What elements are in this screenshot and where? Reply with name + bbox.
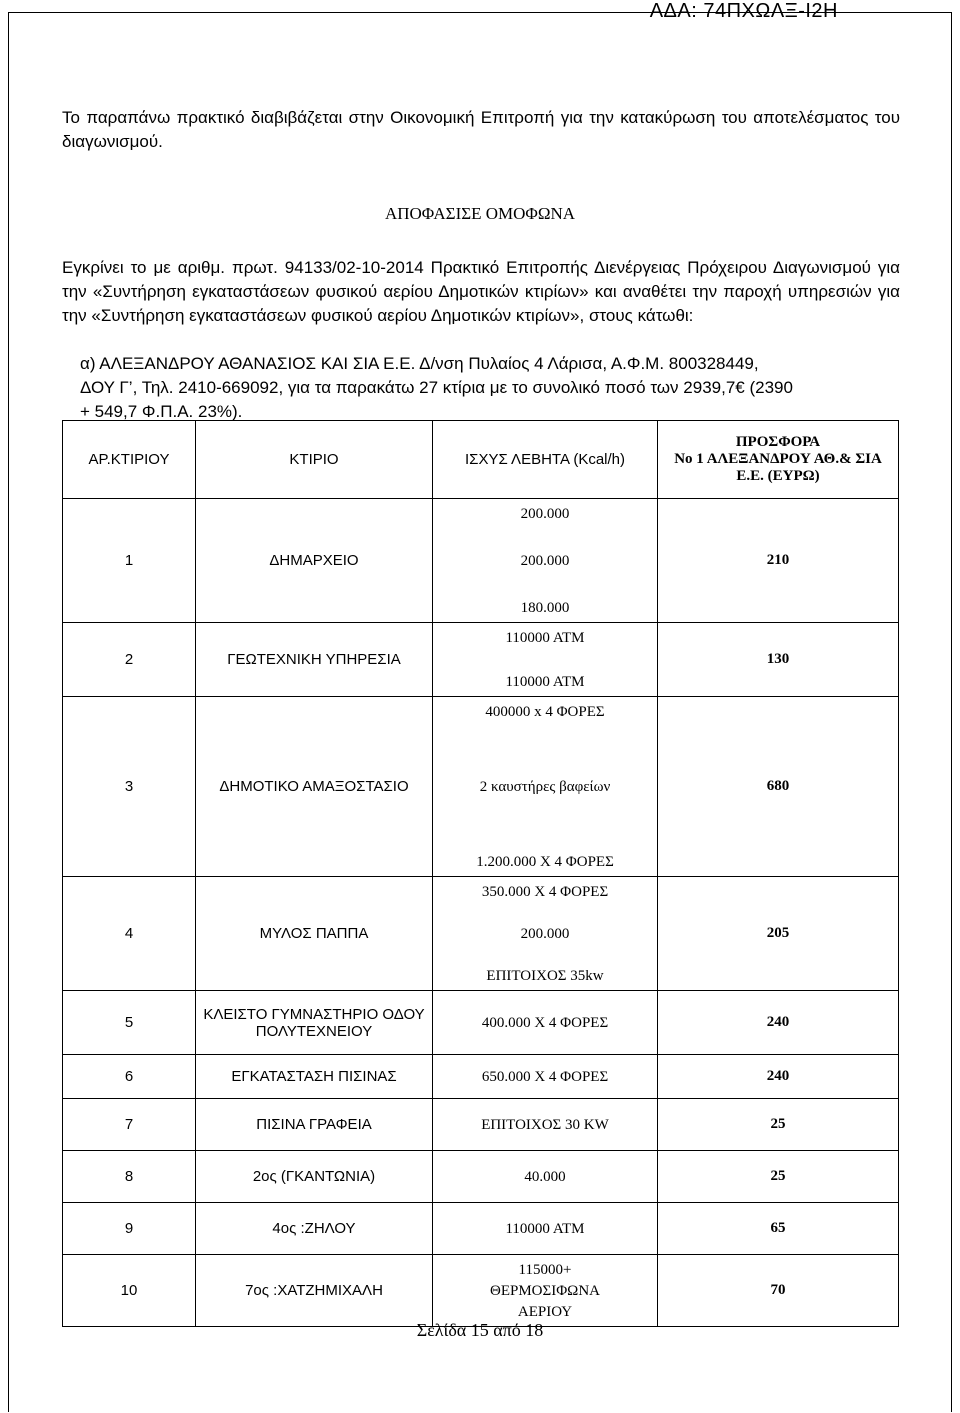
power-value: 400.000 Χ 4 ΦΟΡΕΣ [481, 1014, 609, 1031]
contractor-line-3: + 549,7 Φ.Π.Α. 23%). [80, 402, 243, 421]
power-value: ΑΕΡΙΟΥ [517, 1303, 573, 1320]
cell-offer: 210 [658, 499, 899, 623]
table-row [63, 1055, 899, 1099]
cell-building-number: 3 [63, 697, 196, 877]
cell-boiler-power [433, 877, 658, 991]
power-value: 110000 ΑΤΜ [505, 673, 585, 690]
cell-boiler-power [433, 991, 658, 1055]
power-value: 110000 ΑΤΜ [505, 1220, 585, 1237]
cell-boiler-power [433, 1055, 658, 1099]
cell-offer: 130 [658, 623, 899, 697]
cell-building-number: 8 [63, 1151, 196, 1203]
power-value: ΘΕΡΜΟΣΙΦΩΝΑ [489, 1282, 600, 1299]
header-offer-line-2: Νο 1 ΑΛΕΞΑΝΔΡΟΥ ΑΘ.& ΣΙΑ [674, 451, 882, 467]
cell-building: 4ος :ΖΗΛΟΥ [196, 1203, 433, 1255]
table-row [63, 1151, 899, 1203]
header-boiler-power: ΙΣΧΥΣ ΛΕΒΗΤΑ (Kcal/h) [433, 421, 658, 499]
cell-building: ΕΓΚΑΤΑΣΤΑΣΗ ΠΙΣΙΝΑΣ [196, 1055, 433, 1099]
cell-boiler-power [433, 1151, 658, 1203]
cell-building: ΚΛΕΙΣΤΟ ΓΥΜΝΑΣΤΗΡΙΟ ΟΔΟΥ ΠΟΛΥΤΕΧΝΕΙΟΥ [196, 991, 433, 1055]
power-value: 115000+ [518, 1261, 572, 1278]
cell-boiler-power [433, 1203, 658, 1255]
power-value: ΕΠΙΤΟΙΧΟΣ 35kw [486, 967, 604, 984]
power-value: 200.000 [520, 505, 570, 522]
header-offer-line-3: Ε.Ε. (ΕΥΡΩ) [736, 468, 820, 484]
cell-offer: 65 [658, 1203, 899, 1255]
power-value: 200.000 [520, 552, 570, 569]
power-value: 650.000 Χ 4 ΦΟΡΕΣ [481, 1068, 609, 1085]
table-row [63, 877, 899, 991]
power-value: ΕΠΙΤΟΙΧΟΣ 30 KW [481, 1116, 609, 1133]
power-value: 200.000 [520, 925, 570, 942]
table-row [63, 1255, 899, 1327]
cell-offer: 205 [658, 877, 899, 991]
cell-boiler-power [433, 499, 658, 623]
power-value: 400000 x 4 ΦΟΡΕΣ [485, 703, 605, 720]
power-value: 40.000 [524, 1168, 566, 1185]
cell-offer: 240 [658, 1055, 899, 1099]
table-row [63, 499, 899, 623]
cell-building: 2ος (ΓΚΑΝΤΩΝΙΑ) [196, 1151, 433, 1203]
cell-building-number: 5 [63, 991, 196, 1055]
cell-offer: 70 [658, 1255, 899, 1327]
power-value: 180.000 [520, 599, 570, 616]
power-value: 110000 ΑΤΜ [505, 629, 585, 646]
cell-building-number: 10 [63, 1255, 196, 1327]
intro-paragraph: Το παραπάνω πρακτικό διαβιβάζεται στην Οικονομική Επιτροπή για την κατακύρωση του αποτελέσματος του διαγωνισμού. [62, 108, 900, 151]
cell-building: ΓΕΩΤΕΧΝΙΚΗ ΥΠΗΡΕΣΙΑ [196, 623, 433, 697]
table-row [63, 623, 899, 697]
cell-building-number: 2 [63, 623, 196, 697]
cell-building: ΔΗΜΑΡΧΕΙΟ [196, 499, 433, 623]
table-row [63, 1203, 899, 1255]
cell-boiler-power [433, 1255, 658, 1327]
cell-building: ΔΗΜΟΤΙΚΟ ΑΜΑΞΟΣΤΑΣΙΟ [196, 697, 433, 877]
cell-building-number: 7 [63, 1099, 196, 1151]
cell-building: 7ος :ΧΑΤΖΗΜΙΧΑΛΗ [196, 1255, 433, 1327]
cell-offer: 25 [658, 1099, 899, 1151]
decision-paragraph: Εγκρίνει το με αριθμ. πρωτ. 94133/02-10-2014 Πρακτικό Επιτροπής Διενέργειας Πρόχειρου Διαγωνισμού για την «Συντήρηση εγκαταστάσεων φυσικού αερίου Δημοτικών κτιρίων» και αναθέτει την παροχή υπηρεσιών για την «Συντήρηση εγκαταστάσεων φυσικού αερίου Δημοτικών κτιρίων», στους κάτωθι: [62, 258, 900, 325]
power-value: 1.200.000 Χ 4 ΦΟΡΕΣ [476, 853, 614, 870]
cell-boiler-power [433, 697, 658, 877]
page-footer: Σελίδα 15 από 18 [416, 1320, 544, 1340]
cell-building: ΠΙΣΙΝΑ ΓΡΑΦΕΙΑ [196, 1099, 433, 1151]
table-row [63, 991, 899, 1055]
header-building-number: ΑΡ.ΚΤΙΡΙΟΥ [63, 421, 196, 499]
table-row [63, 1099, 899, 1151]
power-value: 2 καυστήρες βαφείων [479, 778, 611, 795]
cell-offer: 240 [658, 991, 899, 1055]
contractor-line-2: ΔΟΥ Γ’, Τηλ. 2410-669092, για τα παρακάτω 27 κτίρια με το συνολικό ποσό των 2939,7€ (2390 [80, 378, 793, 397]
decision-heading: ΑΠΟΦΑΣΙΣΕ ΟΜΟΦΩΝΑ [384, 204, 576, 223]
offers-table [62, 420, 899, 1327]
header-building: ΚΤΙΡΙΟ [196, 421, 433, 499]
cell-building-number: 6 [63, 1055, 196, 1099]
cell-building: ΜΥΛΟΣ ΠΑΠΠΑ [196, 877, 433, 991]
contractor-line-1: α) ΑΛΕΞΑΝΔΡΟΥ ΑΘΑΝΑΣΙΟΣ ΚΑΙ ΣΙΑ Ε.Ε. Δ/νση Πυλαίος 4 Λάρισα, Α.Φ.Μ. 800328449, [80, 354, 759, 373]
cell-offer: 25 [658, 1151, 899, 1203]
power-value: 350.000 Χ 4 ΦΟΡΕΣ [481, 883, 609, 900]
cell-building-number: 4 [63, 877, 196, 991]
cell-boiler-power [433, 623, 658, 697]
ada-code: ΑΔΑ: 74ΠΧΩΛΞ-Ι2Η [649, 0, 838, 22]
cell-building-number: 9 [63, 1203, 196, 1255]
cell-offer: 680 [658, 697, 899, 877]
table-row [63, 697, 899, 877]
table-header-row [63, 421, 899, 499]
cell-boiler-power [433, 1099, 658, 1151]
header-offer-line-1: ΠΡΟΣΦΟΡΑ [735, 434, 821, 450]
cell-building-number: 1 [63, 499, 196, 623]
header-offer [658, 421, 899, 499]
